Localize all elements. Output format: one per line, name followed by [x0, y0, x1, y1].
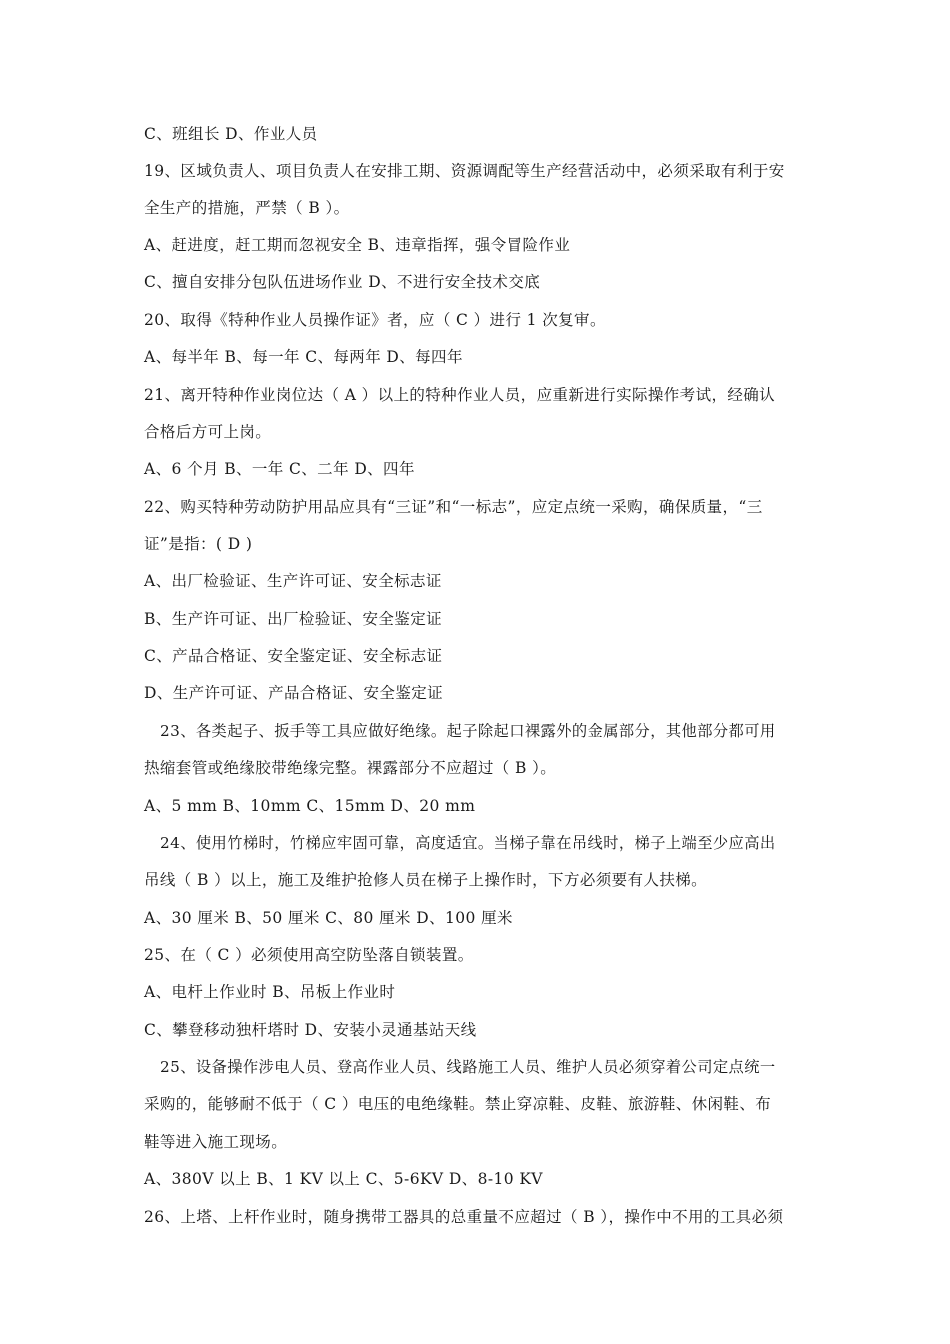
text-line: 25、在（ C ）必须使用高空防坠落自锁装置。 [144, 946, 474, 964]
text-line: A、30 厘米 B、50 厘米 C、80 厘米 D、100 厘米 [144, 909, 513, 927]
text-line: 24、使用竹梯时，竹梯应牢固可靠，高度适宜。当梯子靠在吊线时，梯子上端至少应高出 [160, 834, 776, 852]
text-line: A、出厂检验证、生产许可证、安全标志证 [144, 572, 442, 590]
text-line: 25、设备操作涉电人员、登高作业人员、线路施工人员、维护人员必须穿着公司定点统一 [160, 1058, 776, 1076]
text-line: 全生产的措施，严禁（ B ）。 [144, 199, 350, 217]
text-line: C、产品合格证、安全鉴定证、安全标志证 [144, 647, 443, 665]
text-line: A、6 个月 B、一年 C、二年 D、四年 [144, 460, 415, 478]
text-line: 20、取得《特种作业人员操作证》者，应（ C ）进行 1 次复审。 [144, 311, 606, 329]
text-line: 鞋等进入施工现场。 [144, 1133, 288, 1151]
text-line: C、攀登移动独杆塔时 D、安装小灵通基站天线 [144, 1021, 477, 1039]
text-line: C、班组长 D、作业人员 [144, 125, 318, 143]
text-line: 证”是指：( D ) [144, 535, 253, 553]
text-line: 19、区域负责人、项目负责人在安排工期、资源调配等生产经营活动中，必须采取有利于安 [144, 162, 785, 180]
text-line: A、赶进度，赶工期而忽视安全 B、违章指挥，强令冒险作业 [144, 236, 571, 254]
text-line: 23、各类起子、扳手等工具应做好绝缘。起子除起口裸露外的金属部分，其他部分都可用 [160, 722, 776, 740]
text-line: 26、上塔、上杆作业时，随身携带工器具的总重量不应超过（ B ），操作中不用的工具必须 [144, 1208, 784, 1226]
text-line: A、电杆上作业时 B、吊板上作业时 [144, 983, 396, 1001]
text-line: A、每半年 B、每一年 C、每两年 D、每四年 [144, 348, 463, 366]
text-line: A、5 mm B、10mm C、15mm D、20 mm [144, 797, 476, 815]
text-line: 21、离开特种作业岗位达（ A ）以上的特种作业人员，应重新进行实际操作考试，经确认 [144, 386, 776, 404]
text-line: 合格后方可上岗。 [144, 423, 272, 441]
text-line: A、380V 以上 B、1 KV 以上 C、5-6KV D、8-10 KV [144, 1170, 543, 1188]
text-line: C、擅自安排分包队伍进场作业 D、不进行安全技术交底 [144, 273, 541, 291]
text-line: 22、购买特种劳动防护用品应具有“三证”和“一标志”，应定点统一采购，确保质量，“三 [144, 498, 763, 516]
text-line: 吊线（ B ）以上，施工及维护抢修人员在梯子上操作时，下方必须要有人扶梯。 [144, 871, 708, 889]
text-line: 热缩套管或绝缘胶带绝缘完整。裸露部分不应超过（ B ）。 [144, 759, 557, 777]
text-line: 采购的，能够耐不低于（ C ）电压的电绝缘鞋。禁止穿凉鞋、皮鞋、旅游鞋、休闲鞋、布 [144, 1095, 772, 1113]
text-line: B、生产许可证、出厂检验证、安全鉴定证 [144, 610, 442, 628]
text-line: D、生产许可证、产品合格证、安全鉴定证 [144, 684, 444, 702]
